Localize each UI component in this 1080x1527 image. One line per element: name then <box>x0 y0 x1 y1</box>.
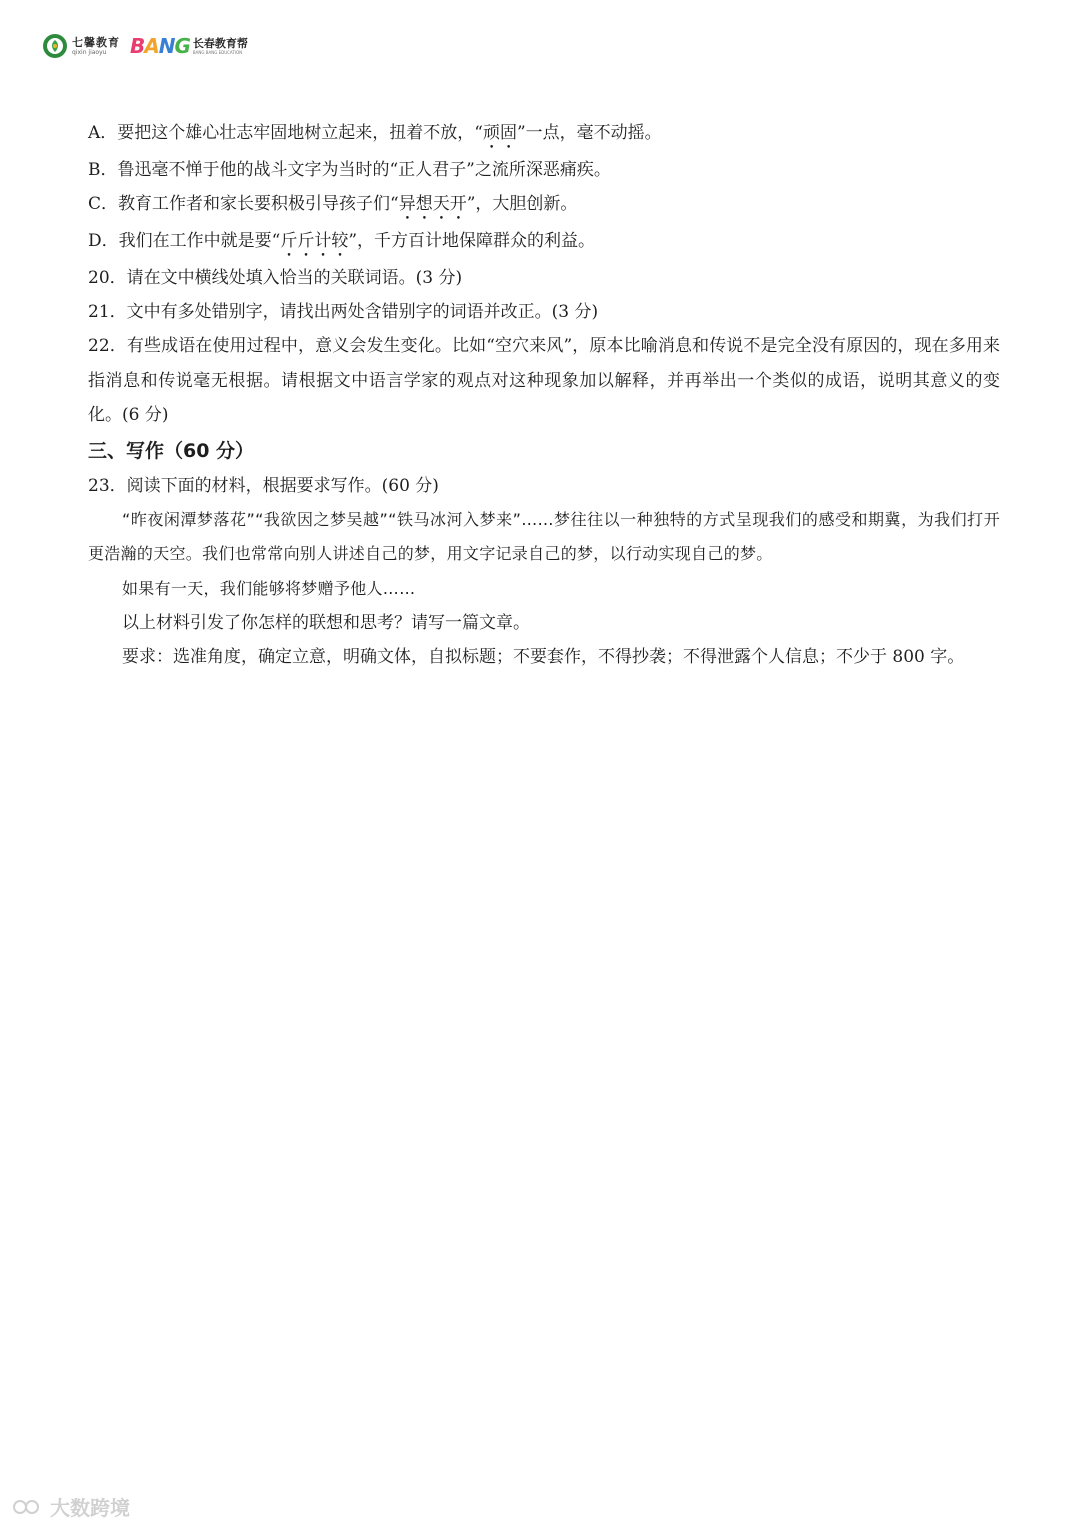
qixin-logo <box>42 33 120 59</box>
option-a-emphasis: 顽固 <box>482 123 517 143</box>
bang-logo-cn: 长春教育帮 <box>192 36 248 50</box>
question-22: 22．有些成语在使用过程中，意义会发生变化。比如“空穴来风”，原本比喻消息和传说不是完全没有原因的，现在多用来指消息和传说毫无根据。请根据文中语言学家的观点对这种现象加以解释，并再举出一个类似的成语，说明其意义的变化。(6 分) <box>88 336 1000 425</box>
option-d-emphasis: 斤斤计较 <box>280 231 349 251</box>
qixin-logo-icon <box>42 33 68 59</box>
writing-requirements: 要求：选准角度，确定立意，明确文体，自拟标题；不要套作，不得抄袭；不得泄露个人信息；不少于 800 字。 <box>122 646 965 667</box>
question-23: 23．阅读下面的材料，根据要求写作。(60 分) <box>88 475 439 496</box>
option-c: C．教育工作者和家长要积极引导孩子们“异想天开”，大胆创新。 <box>88 194 578 214</box>
document-body <box>88 116 1000 674</box>
watermark <box>12 1492 130 1521</box>
section-writing-heading: 三、写作（60 分） <box>88 439 255 462</box>
qixin-logo-text: 七馨教育 <box>72 35 120 49</box>
question-21: 21．文中有多处错别字，请找出两处含错别字的词语并改正。(3 分) <box>88 302 599 322</box>
option-d: D．我们在工作中就是要“斤斤计较”，千方百计地保障群众的利益。 <box>88 231 596 251</box>
bang-logo-word: BANG <box>130 34 190 58</box>
watermark-text: 大数跨境 <box>50 1496 130 1520</box>
bang-logo-en: BANG BANG EDUCATION <box>192 49 243 55</box>
material-paragraph-1: “昨夜闲潭梦落花”“我欲因之梦吴越”“铁马冰河入梦来”……梦往往以一种独特的方式呈现我们的感受和期冀，为我们打开更浩瀚的天空。我们也常常向别人讲述自己的梦，用文字记录自己的梦，以行动实现自己的梦。 <box>88 509 1000 563</box>
question-20: 20．请在文中横线处填入恰当的关联词语。(3 分) <box>88 268 463 288</box>
material-paragraph-2: 如果有一天，我们能够将梦赠予他人…… <box>122 578 416 598</box>
watermark-logo-icon <box>12 1497 42 1517</box>
option-b: B．鲁迅毫不惮于他的战斗文字为当时的“正人君子”之流所深恶痛疾。 <box>88 160 611 180</box>
option-a: A．要把这个雄心壮志牢固地树立起来，扭着不放，“顽固”一点，毫不动摇。 <box>88 123 662 143</box>
bang-logo <box>130 34 248 58</box>
qixin-logo-pinyin: qixin jiaoyu <box>72 48 107 56</box>
writing-prompt: 以上材料引发了你怎样的联想和思考？请写一篇文章。 <box>122 612 530 633</box>
page-header <box>42 30 248 62</box>
option-c-emphasis: 异想天开 <box>398 194 467 214</box>
